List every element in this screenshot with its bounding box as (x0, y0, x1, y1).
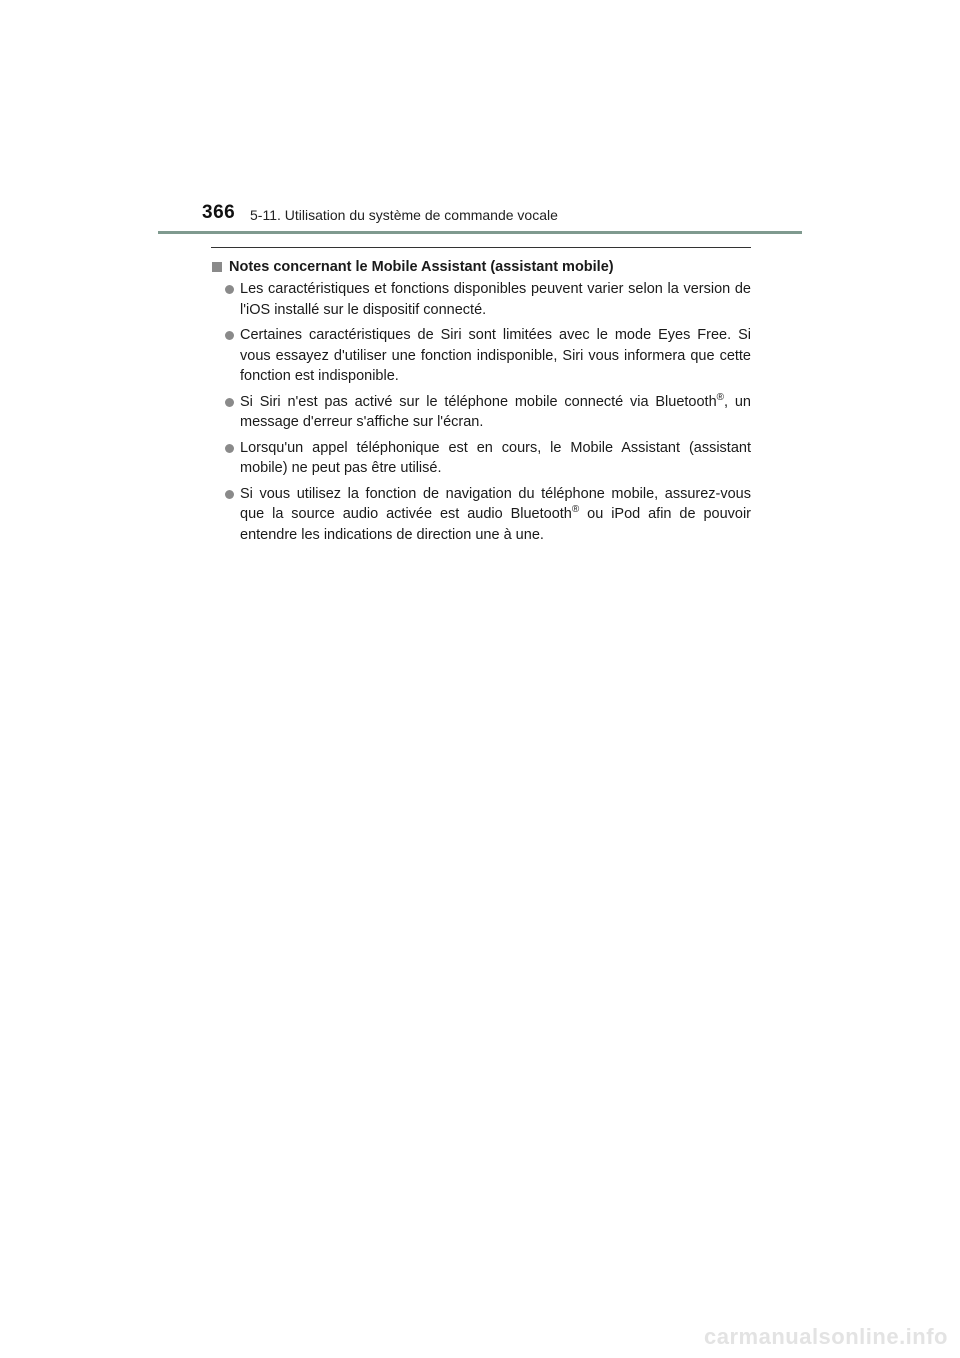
list-item-text: Lorsqu'un appel téléphonique est en cours, le Mobile Assistant (assistant mobile) ne peut pas être utilisé. (240, 439, 751, 476)
list-item-text-start: Si vous utilisez la fonction de navigation du téléphone mobile, assurez-vous que la source audio activée est audio Bluetooth (240, 485, 751, 522)
list-item-text: Certaines caractéristiques de Siri sont limitées avec le mode Eyes Free. Si vous essayez d'utiliser une fonction indisponible, Siri vous informera que cette fonction est indisponible. (240, 327, 751, 384)
registered-mark: ® (571, 504, 580, 516)
circle-bullet-icon (225, 331, 234, 340)
square-bullet-icon (212, 262, 222, 272)
list-item-text-start: Si Siri n'est pas activé sur le téléphone mobile connecté via Bluetooth (240, 393, 717, 410)
list-item (211, 279, 751, 320)
section-heading-text: Notes concernant le Mobile Assistant (assistant mobile) (229, 259, 614, 275)
circle-bullet-icon (225, 398, 234, 407)
page-number: 366 (202, 202, 236, 223)
circle-bullet-icon (225, 285, 234, 294)
registered-mark: ® (716, 391, 725, 403)
circle-bullet-icon (225, 444, 234, 453)
list-item (211, 484, 751, 546)
list-item-text: Les caractéristiques et fonctions disponibles peuvent varier selon la version de l'iOS installé sur le dispositif connecté. (240, 281, 751, 318)
list-item (211, 392, 751, 433)
list-item-text-end: ou iPod afin de pouvoir entendre les indications de direction une à une. (240, 506, 752, 543)
watermark: carmanualsonline.info (704, 1324, 948, 1349)
list-item-text-end: , un message d'erreur s'affiche sur l'écran. (240, 393, 751, 430)
header-divider (158, 231, 802, 234)
chapter-title: 5-11. Utilisation du système de commande vocale (250, 207, 558, 223)
notes-list (211, 279, 751, 545)
list-item (211, 438, 751, 479)
section-content (211, 257, 751, 550)
circle-bullet-icon (225, 490, 234, 499)
list-item (211, 325, 751, 387)
section-heading (211, 257, 751, 277)
section-divider (211, 247, 751, 248)
